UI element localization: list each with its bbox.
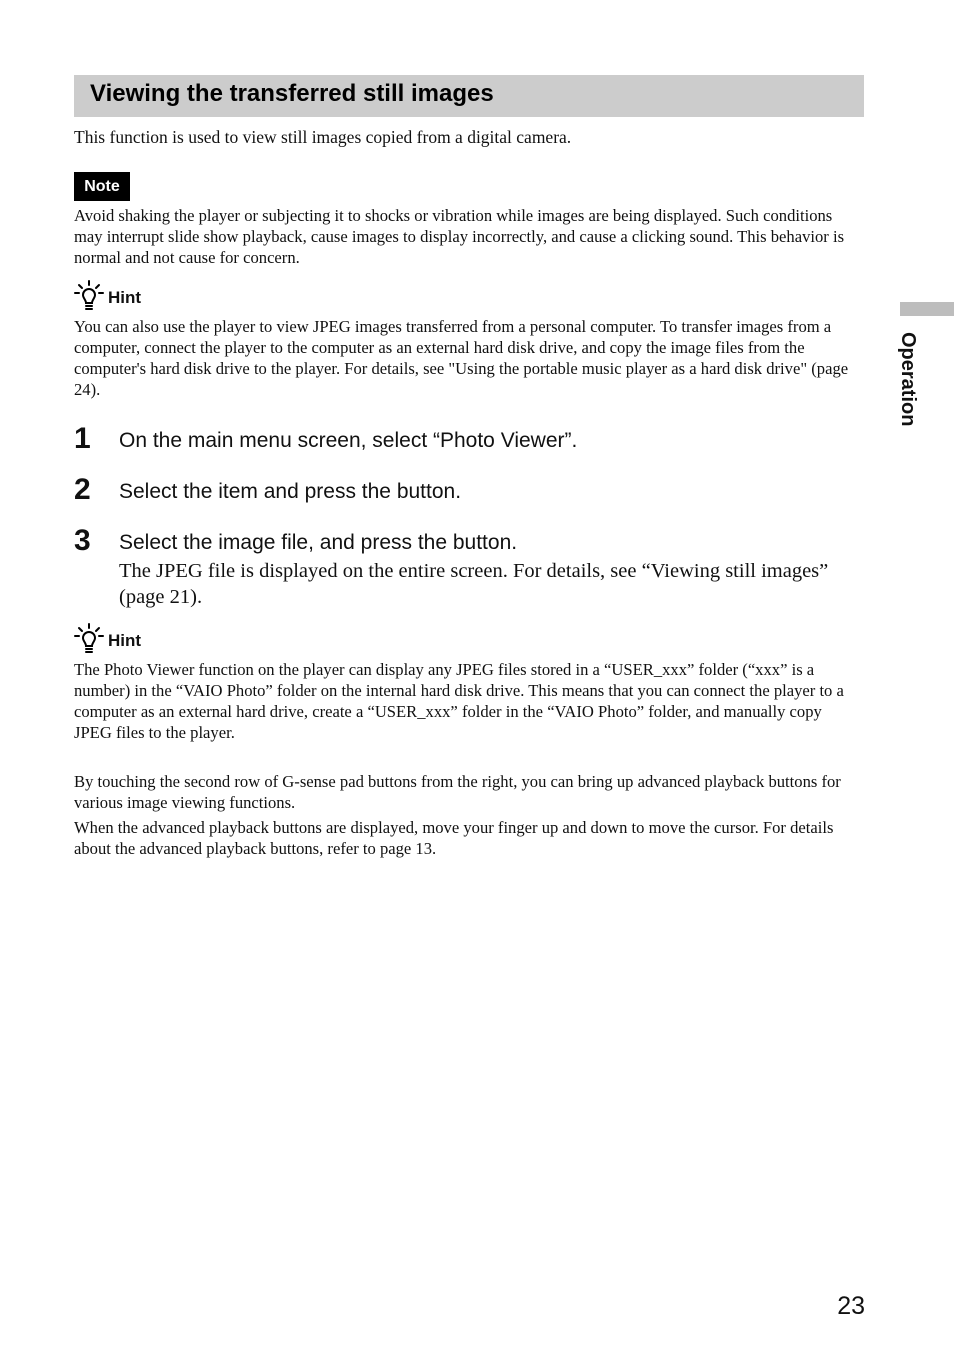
lightbulb-icon xyxy=(74,280,104,312)
step-text-3: Select the image file, and press the button. xyxy=(119,531,518,554)
note-badge: Note xyxy=(74,172,130,201)
side-tab-label: Operation xyxy=(897,332,919,427)
step-number-2: 2 xyxy=(74,473,91,506)
body-paragraph-2: When the advanced playback buttons are displayed, move your finger up and down to move the cursor. For details about the advanced playback buttons, refer to page 13. xyxy=(74,818,834,858)
body-paragraph-1: By touching the second row of G-sense pad buttons from the right, you can bring up advanced playback buttons for various image viewing functions. xyxy=(74,772,841,812)
step-text-1: On the main menu screen, select “Photo Viewer”. xyxy=(119,429,578,452)
side-tab-marker xyxy=(900,302,954,316)
hint-text-1: You can also use the player to view JPEG images transferred from a personal computer. To transfer images from a computer, connect the player to the computer as an external hard disk drive, and copy the image files from the computer's hard disk drive to the player. For details, see "Using the portable music player as a hard disk drive" (page 24). xyxy=(74,317,849,399)
step-number-3: 3 xyxy=(74,524,91,557)
section-title: Viewing the transferred still images xyxy=(90,80,494,107)
step-number-1: 1 xyxy=(74,422,91,455)
hint-label: Hint xyxy=(108,288,142,307)
intro-text: This function is used to view still images copied from a digital camera. xyxy=(74,127,572,147)
hint-label: Hint xyxy=(108,631,142,650)
step-text-2: Select the item and press the button. xyxy=(119,480,462,503)
section-header xyxy=(74,75,864,117)
step-detail-3: The JPEG file is displayed on the entire screen. For details, see “Viewing still images” (page 21). xyxy=(119,560,829,608)
lightbulb-icon xyxy=(74,623,104,655)
hint-text-2: The Photo Viewer function on the player can display any JPEG files stored in a “USER_xxx” folder (“xxx” is a number) in the “VAIO Photo” folder on the internal hard disk drive. This means that you can connect the player to a computer as an external hard drive, create a “USER_xxx” folder in the “VAIO Photo” folder, and manually copy JPEG files to the player. xyxy=(74,660,844,742)
note-text: Avoid shaking the player or subjecting it to shocks or vibration while images are being displayed. Such conditions may interrupt slide show playback, cause images to display incorrectly, and cause a clicking sound. This behavior is normal and not cause for concern. xyxy=(74,206,845,267)
page-number: 23 xyxy=(837,1292,865,1320)
